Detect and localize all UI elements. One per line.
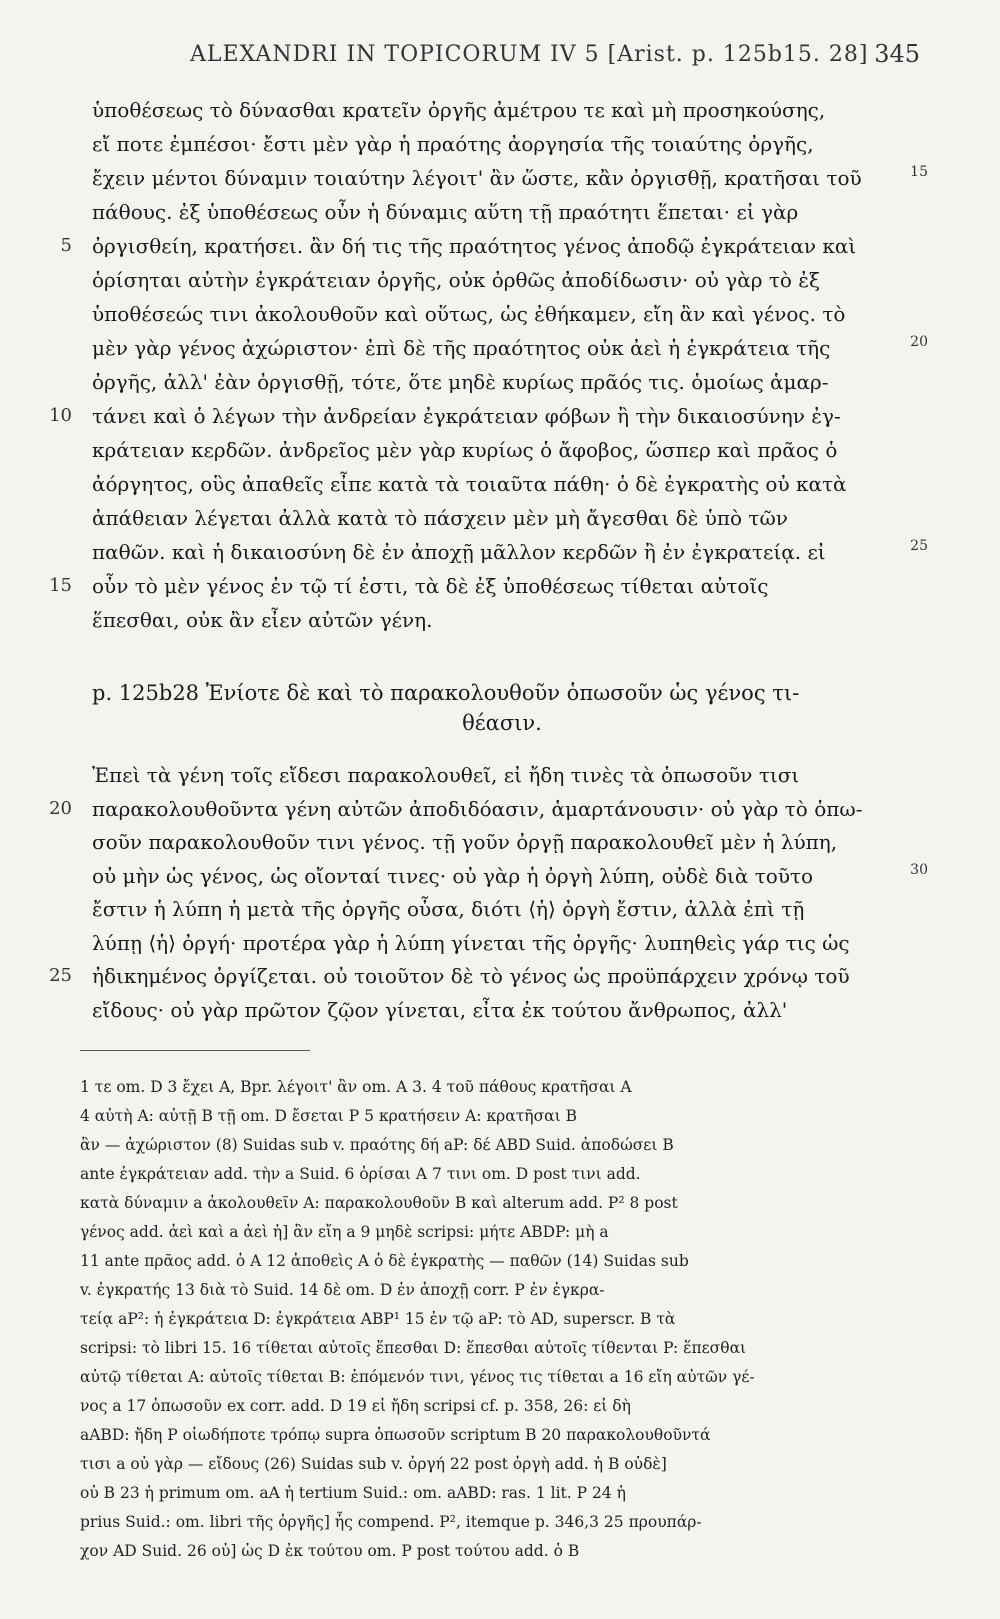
margin-line-number: 25 [910, 538, 928, 554]
line-text: ἀπάθειαν λέγεται ἀλλὰ κατὰ τὸ πάσχειν μὲν μὴ ἄγεσθαι δὲ ὑπὸ τῶν [92, 506, 788, 530]
line-text: τάνει καὶ ὁ λέγων τὴν ἀνδρείαν ἐγκράτειαν φόβων ἢ τὴν δικαιοσύνην ἐγ- [92, 404, 841, 428]
margin-line-number: 15 [910, 164, 928, 180]
line-text: λύπῃ ⟨ἡ⟩ ὀργή· προτέρα γὰρ ἡ λύπη γίνεται τῆς ὀργῆς· λυπηθεὶς γάρ τις ὡς [92, 930, 850, 955]
apparatus-line: ante ἐγκράτειαν add. τὴν a Suid. 6 ὁρίσαι A 7 τινι om. D post τινι add. [80, 1165, 641, 1183]
line-text: ἔστιν ἡ λύπη ἡ μετὰ τῆς ὀργῆς οὖσα, διότι ⟨ἡ⟩ ὀργὴ ἔστιν, ἀλλὰ ἐπὶ τῇ [92, 897, 805, 921]
text-line [92, 537, 928, 567]
apparatus-line: αὐτῷ τίθεται A: αὐτοῖς τίθεται B: ἑπόμενόν τινι, γένος τις τίθεται a 16 εἴη αὐτῶν γέ- [80, 1368, 755, 1386]
apparatus-line: γένος add. ἀεὶ καὶ a ἀεὶ ἡ] ἂν εἴη a 9 μηδὲ scripsi: μήτε ABDP: μὴ a [80, 1223, 609, 1241]
text-line [49, 401, 912, 431]
text-line [92, 197, 912, 227]
text-line [92, 894, 912, 924]
line-text: ὀργῆς, ἀλλ' ἐὰν ὀργισθῇ, τότε, ὅτε μηδὲ κυρίως πρᾶός τις. ὁμοίως ἁμαρ- [92, 370, 829, 394]
line-text: οὖν τὸ μὲν γένος ἐν τῷ τί ἐστι, τὰ δὲ ἐξ ὑποθέσεως τίθεται αὐτοῖς [92, 574, 769, 598]
line-text: ὁρίσηται αὐτὴν ἐγκράτειαν ὀργῆς, οὐκ ὀρθῶς ἀποδίδωσιν· οὐ γὰρ τὸ ἐξ [92, 268, 821, 292]
line-number: 20 [49, 797, 72, 819]
line-text: ἠδικημένος ὀργίζεται. οὐ τοιοῦτον δὲ τὸ γένος ὡς προϋπάρχειν χρόνῳ τοῦ [92, 964, 850, 988]
line-text: εἴδους· οὐ γὰρ πρῶτον ζῷον γίνεται, εἶτα ἐκ τούτου ἄνθρωπος, ἀλλ' [92, 997, 788, 1022]
apparatus-line: νος a 17 ὁπωσοῦν ex corr. add. D 19 εἰ ἤδη scripsi cf. p. 358, 26: εἰ δὴ [80, 1397, 631, 1415]
text-line [92, 760, 912, 790]
text-line [92, 827, 912, 857]
text-line [92, 861, 928, 891]
line-text: κράτειαν κερδῶν. ἀνδρεῖος μὲν γὰρ κυρίως ὁ ἄφοβος, ὥσπερ καὶ πρᾶος ὁ [92, 438, 838, 462]
line-text: παθῶν. καὶ ἡ δικαιοσύνη δὲ ἐν ἀποχῇ μᾶλλον κερδῶν ἢ ἐν ἐγκρατείᾳ. εἰ [92, 540, 826, 564]
text-line [92, 299, 912, 329]
apparatus-line: aABD: ἤδη P οἱωδήποτε τρόπῳ supra ὁπωσοῦν scriptum B 20 παρακολουθοῦντά [80, 1426, 711, 1444]
text-line [92, 129, 912, 159]
apparatus-line: 11 ante πρᾶος add. ὁ A 12 ἀποθεὶς A ὁ δὲ ἐγκρατὴς — παθῶν (14) Suidas sub [80, 1252, 689, 1270]
apparatus-line: v. ἐγκρατής 13 διὰ τὸ Suid. 14 δὲ om. D ἐν ἀποχῇ corr. P ἐν ἐγκρα- [80, 1281, 605, 1299]
text-line [49, 571, 912, 601]
apparatus-line: ἂν — ἀχώριστον (8) Suidas sub v. πραότης δή aP: δέ ABD Suid. ἀποδώσει B [80, 1136, 674, 1154]
text-line [92, 995, 912, 1025]
line-text: ὀργισθείη, κρατήσει. ἂν δή τις τῆς πραότητος γένος ἀποδῷ ἐγκράτειαν καὶ [92, 234, 857, 258]
apparatus-line: χον AD Suid. 26 οὐ] ὡς D ἐκ τούτου om. P post τούτου add. ὁ B [80, 1542, 580, 1560]
text-line [92, 265, 912, 295]
line-number: 15 [49, 575, 72, 596]
line-text: ἕπεσθαι, οὐκ ἂν εἶεν αὐτῶν γένη. [92, 608, 433, 632]
line-text: ὑποθέσεώς τινι ἀκολουθοῦν καὶ οὕτως, ὡς ἐθήκαμεν, εἴη ἂν καὶ γένος. τὸ [92, 302, 846, 326]
text-line [92, 503, 912, 533]
line-text: ἀόργητος, οὓς ἀπαθεῖς εἶπε κατὰ τὰ τοιαῦτα πάθη· ὁ δὲ ἐγκρατὴς οὐ κατὰ [92, 472, 847, 496]
text-line [92, 469, 912, 499]
line-text: μὲν γὰρ γένος ἀχώριστον· ἐπὶ δὲ τῆς πραότητος οὐκ ἀεὶ ἡ ἐγκράτεια τῆς [92, 336, 831, 360]
section-heading-line-1: p. 125b28 Ἐνίοτε δὲ καὶ τὸ παρακολουθοῦν ὁπωσοῦν ὡς γένος τι- [92, 681, 800, 705]
apparatus-line: 1 τε om. D 3 ἔχει A, Bpr. λέγοιτ' ἂν om. A 3. 4 τοῦ πάθους κρατῆσαι A [80, 1078, 632, 1096]
line-text: ἔχειν μέντοι δύναμιν τοιαύτην λέγοιτ' ἂν ὥστε, κἂν ὀργισθῇ, κρατῆσαι τοῦ [92, 166, 862, 190]
margin-line-number: 20 [910, 334, 928, 350]
text-line [49, 961, 912, 991]
text-line [92, 95, 912, 125]
text-line [92, 928, 912, 958]
running-head: ALEXANDRI IN TOPICORUM IV 5 [Arist. p. 125b15. 28] [190, 42, 869, 67]
line-text: εἴ ποτε ἐμπέσοι· ἔστι μὲν γὰρ ἡ πραότης ἀοργησία τῆς τοιαύτης ὀργῆς, [92, 132, 814, 156]
line-number: 25 [49, 965, 72, 986]
text-line [92, 367, 912, 397]
line-number: 5 [60, 235, 72, 256]
apparatus-line: prius Suid.: om. libri τῆς ὀργῆς] ἧς compend. P², itemque p. 346,3 25 προυπάρ- [80, 1513, 702, 1531]
line-text: σοῦν παρακολουθοῦν τινι γένος. τῇ γοῦν ὀργῇ παρακολουθεῖ μὲν ἡ λύπη, [92, 830, 838, 854]
line-text: Ἐπεὶ τὰ γένη τοῖς εἴδεσι παρακολουθεῖ, εἰ ἤδη τινὲς τὰ ὁπωσοῦν τισι [92, 763, 800, 787]
section-heading-line-2: θέασιν. [462, 711, 542, 735]
line-text: πάθους. ἐξ ὑποθέσεως οὖν ἡ δύναμις αὕτη τῇ πραότητι ἕπεται· εἰ γὰρ [92, 200, 799, 224]
apparatus-line: τείᾳ aP²: ἡ ἐγκράτεια D: ἐγκράτεια ABP¹ 15 ἐν τῷ aP: τὸ AD, superscr. B τὰ [80, 1310, 676, 1328]
text-line [92, 435, 912, 465]
text-line [92, 605, 912, 635]
line-text: οὐ μὴν ὡς γένος, ὡς οἴονταί τινες· οὐ γὰρ ἡ ὀργὴ λύπη, οὐδὲ διὰ τοῦτο [92, 863, 814, 888]
line-number: 10 [49, 405, 72, 426]
apparatus-line: 4 αὐτὴ A: αὐτῇ B τῇ om. D ἔσεται P 5 κρατήσειν A: κρατῆσαι B [80, 1107, 578, 1125]
text-line [92, 333, 928, 363]
text-line [92, 163, 928, 193]
apparatus-line: κατὰ δύναμιν a ἀκολουθεῖν A: παρακολουθοῦν B καὶ alterum add. P² 8 post [80, 1194, 678, 1212]
line-text: παρακολουθοῦντα γένη αὐτῶν ἀποδιδόασιν, ἁμαρτάνουσιν· οὐ γὰρ τὸ ὁπω- [92, 796, 863, 821]
line-text: ὑποθέσεως τὸ δύνασθαι κρατεῖν ὀργῆς ἀμέτρου τε καὶ μὴ προσηκούσης, [92, 98, 826, 122]
text-line [60, 231, 912, 261]
text-line [49, 794, 912, 824]
apparatus-line: οὐ B 23 ἡ primum om. aA ἡ tertium Suid.: om. aABD: ras. 1 lit. P 24 ἡ [80, 1484, 626, 1502]
apparatus-line: scripsi: τὸ libri 15. 16 τίθεται αὐτοῖς ἕπεσθαι D: ἕπεσθαι αὐτοῖς τίθενται P: ἕπεσθαι [80, 1339, 747, 1357]
page-number: 345 [874, 40, 920, 68]
footnote-rule [80, 1050, 310, 1051]
apparatus-line: τισι a οὐ γὰρ — εἴδους (26) Suidas sub v. ὀργή 22 post ὀργὴ add. ἡ B οὐδὲ] [80, 1455, 667, 1473]
margin-line-number: 30 [910, 861, 928, 878]
